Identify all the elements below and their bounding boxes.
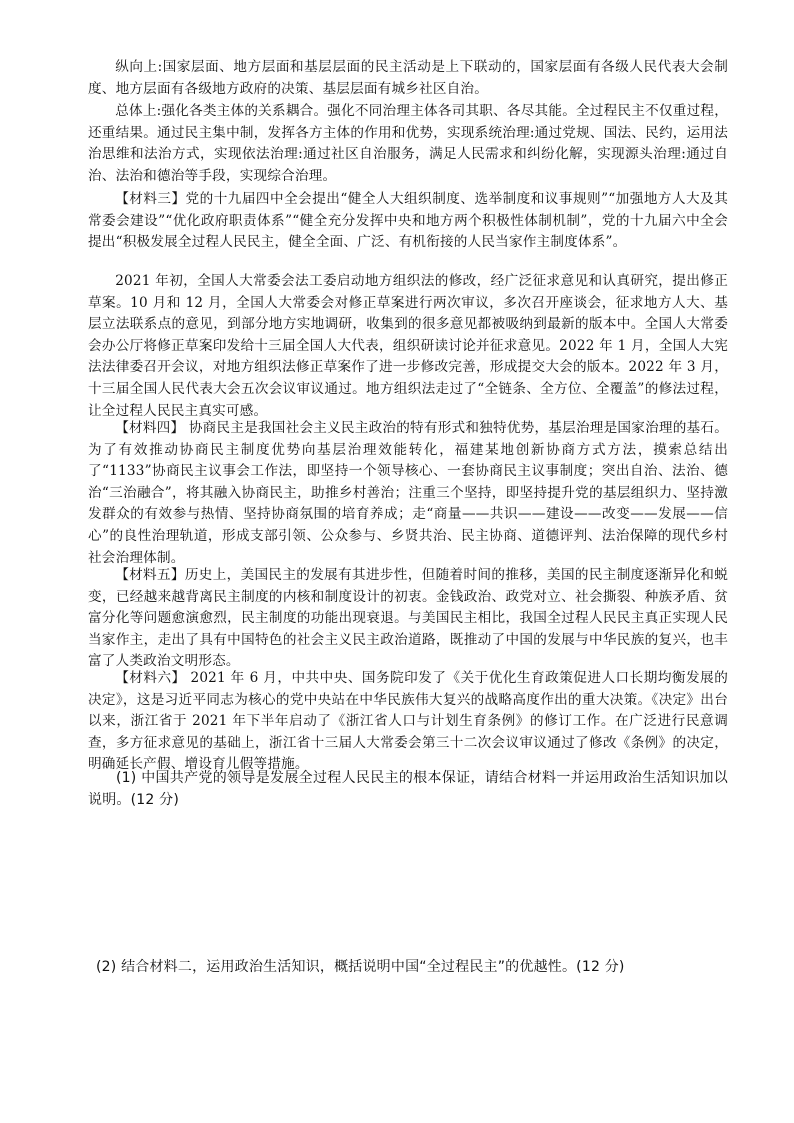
paragraph-material-five: 【材料五】历史上，美国民主的发展有其进步性，但随着时间的推移，美国的民主制度逐渐异化和蜕变，已经越来越背离民主制度的内核和制度设计的初衷。金钱政治、政党对立、社会撕裂、种族矛盾、贫富分化等问题愈演愈烈，民主制度的功能出现衰退。与美国民主相比，我国全过程人民民主真正实现人民当家作主，走出了具有中国特色的社会主义民主政治道路，既推动了中国的发展与中华民族的复兴，也丰富了人类政治文明形态。 (88, 567, 728, 670)
question-one: (1) 中国共产党的领导是发展全过程人民民主的根本保证，请结合材料一并运用政治生活知识加以说明。(12 分) (88, 770, 728, 808)
question-two: (2) 结合材料二，运用政治生活知识，概括说明中国“全过程民主”的优越性。(12 分) (96, 959, 625, 975)
paragraph-vertical: 纵向上:国家层面、地方层面和基层层面的民主活动是上下联动的，国家层面有各级人民代表大会制度、地方层面有各级地方政府的决策、基层层面有城乡社区自治。 (88, 59, 728, 97)
paragraph-material-four: 【材料四】 协商民主是我国社会主义民主政治的特有形式和独特优势，基层治理是国家治理的基石。为了有效推动协商民主制度优势向基层治理效能转化，福建某地创新协商方式方法，摸索总结出了“1133”协商民主议事会工作法，即坚持一个领导核心、一套协商民主议事制度；突出自治、法治、德治“三治融合”，将其融入协商民主，助推乡村善治；注重三个坚持，即坚持提升党的基层组织力、坚持激发群众的有效参与热情、坚持协商氛围的培育养成；走“商量——共识——建设——改变——发展——信心”的良性治理轨道，形成支部引领、公众参与、乡贤共治、民主协商、道德评判、法治保障的现代乡村社会治理体制。 (88, 420, 728, 566)
paragraph-material-six: 【材料六】 2021 年 6 月，中共中央、国务院印发了《关于优化生育政策促进人口长期均衡发展的决定》，这是习近平同志为核心的党中央站在中华民族伟大复兴的战略高度作出的重大决策。《决定》出台以来，浙江省于 2021 年下半年启动了《浙江省人口与计划生育条例》的修订工作。在广泛进行民意调查，多方征求意见的基础上，浙江省十三届人大常委会第三十二次会议审议通过了修改《条例》的决定，明确延长产假、增设育儿假等措施。 (88, 670, 728, 773)
paragraph-local-organization-law: 2021 年初，全国人大常委会法工委启动地方组织法的修改，经广泛征求意见和认真研究，提出修正草案。10 月和 12 月，全国人大常委会对修正草案进行两次审议，多次召开座谈会，征求地方人大、基层立法联系点的意见，到部分地方实地调研，收集到的很多意见都被吸纳到最新的版本中。全国人大常委会办公厅将修正草案印发给十三届全国人大代表，组织研读讨论并征求意见。2022 年 1 月，全国人大宪法法律委召开会议，对地方组织法修正草案作了进一步修改完善，形成提交大会的版本。2022 年 3 月，十三届全国人民代表大会五次会议审议通过。地方组织法走过了“全链条、全方位、全覆盖”的修法过程，让全过程人民民主真实可感。 (88, 273, 728, 419)
paragraph-overall: 总体上:强化各类主体的关系耦合。强化不同治理主体各司其职、各尽其能。全过程民主不仅重过程，还重结果。通过民主集中制，发挥各方主体的作用和优势，实现系统治理:通过党规、国法、民约，运用法治思维和法治方式，实现依法治理:通过社区自治服务，满足人民需求和纠纷化解，实现源头治理:通过自治、法治和德治等手段，实现综合治理。 (88, 103, 728, 184)
paragraph-material-three: 【材料三】党的十九届四中全会提出“健全人大组织制度、选举制度和议事规则”“加强地方人大及其常委会建设”“优化政府职责体系”“健全充分发挥中央和地方两个积极性体制机制”，党的十九届六中全会提出“积极发展全过程人民民主，健全全面、广泛、有机衔接的人民当家作主制度体系”。 (88, 191, 728, 251)
